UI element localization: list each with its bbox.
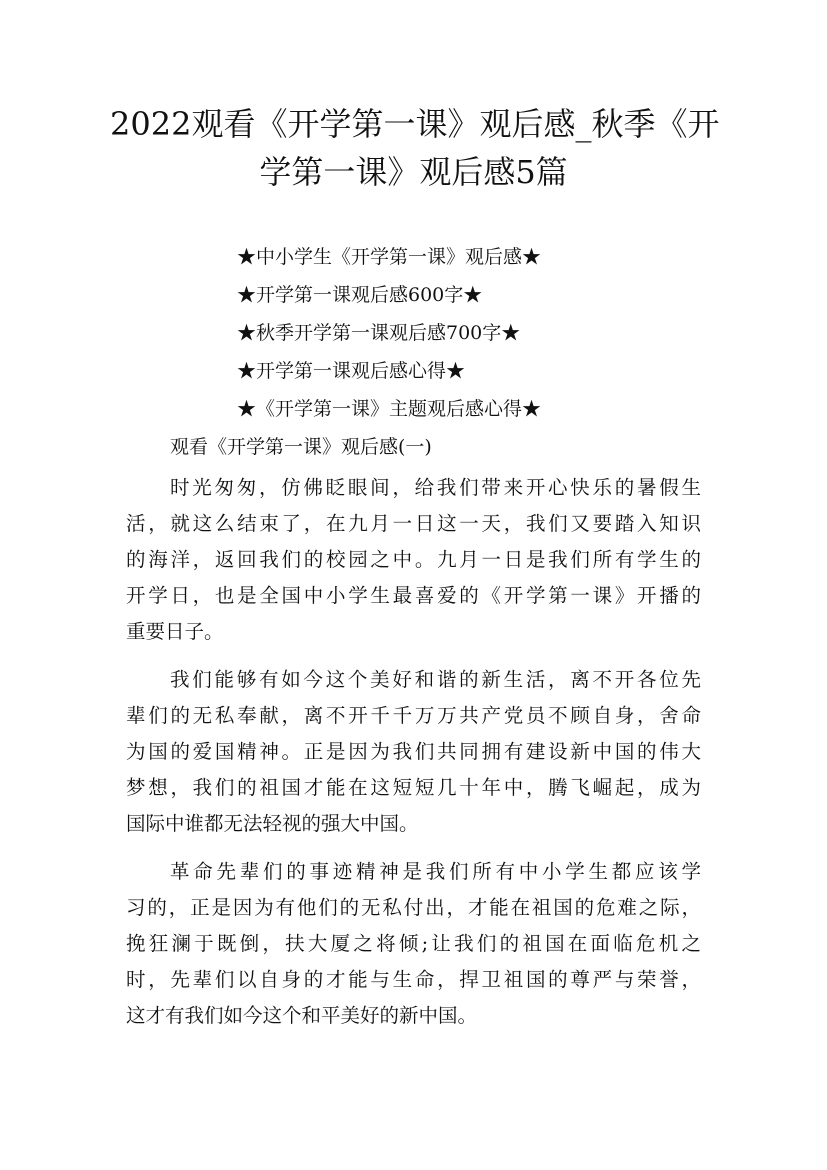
text-line: 这才有我们如今这个和平美好的新中国。 (126, 1004, 478, 1027)
paragraph (126, 662, 701, 842)
text-line: 革命先辈们的事迹精神是我们所有中小学生都应该学 (170, 860, 701, 883)
body-text (126, 470, 701, 1046)
text-line: 重要日子。 (126, 620, 224, 643)
document-title (110, 100, 720, 196)
table-of-contents (237, 238, 697, 428)
text-line: 我们能够有如今这个美好和谐的新生活，离不开各位先 (170, 668, 701, 691)
text-line: 挽狂澜于既倒，扶大厦之将倾;让我们的祖国在面临危机之 (126, 932, 701, 955)
text-line: 辈们的无私奉献，离不开千千万万共产党员不顾自身，舍命 (126, 704, 701, 727)
text-line: 梦想，我们的祖国才能在这短短几十年中，腾飞崛起，成为 (126, 776, 701, 799)
document-title-line: 2022观看《开学第一课》观后感_秋季《开 (110, 105, 720, 143)
text-line: 习的，正是因为有他们的无私付出，才能在祖国的危难之际， (126, 896, 701, 919)
paragraph (126, 470, 701, 650)
toc-item: ★开学第一课观后感600字★ (237, 284, 483, 306)
text-line: 为国的爱国精神。正是因为我们共同拥有建设新中国的伟大 (126, 740, 701, 763)
text-line: 时，先辈们以自身的才能与生命，捍卫祖国的尊严与荣誉， (126, 968, 701, 991)
document-title-line: 学第一课》观后感5篇 (259, 153, 568, 191)
paragraph (126, 854, 701, 1034)
text-line: 活，就这么结束了，在九月一日这一天，我们又要踏入知识 (126, 512, 701, 535)
toc-item: ★《开学第一课》主题观后感心得★ (237, 398, 542, 420)
text-line: 开学日，也是全国中小学生最喜爱的《开学第一课》开播的 (126, 584, 701, 607)
text-line: 国际中谁都无法轻视的强大中国。 (126, 812, 419, 835)
section-heading: 观看《开学第一课》观后感(一) (170, 436, 432, 458)
toc-item: ★秋季开学第一课观后感700字★ (237, 322, 521, 344)
toc-item: ★开学第一课观后感心得★ (237, 360, 466, 382)
text-line: 的海洋，返回我们的校园之中。九月一日是我们所有学生的 (126, 548, 701, 571)
toc-item: ★中小学生《开学第一课》观后感★ (237, 246, 542, 268)
text-line: 时光匆匆，仿佛眨眼间，给我们带来开心快乐的暑假生 (170, 476, 701, 499)
